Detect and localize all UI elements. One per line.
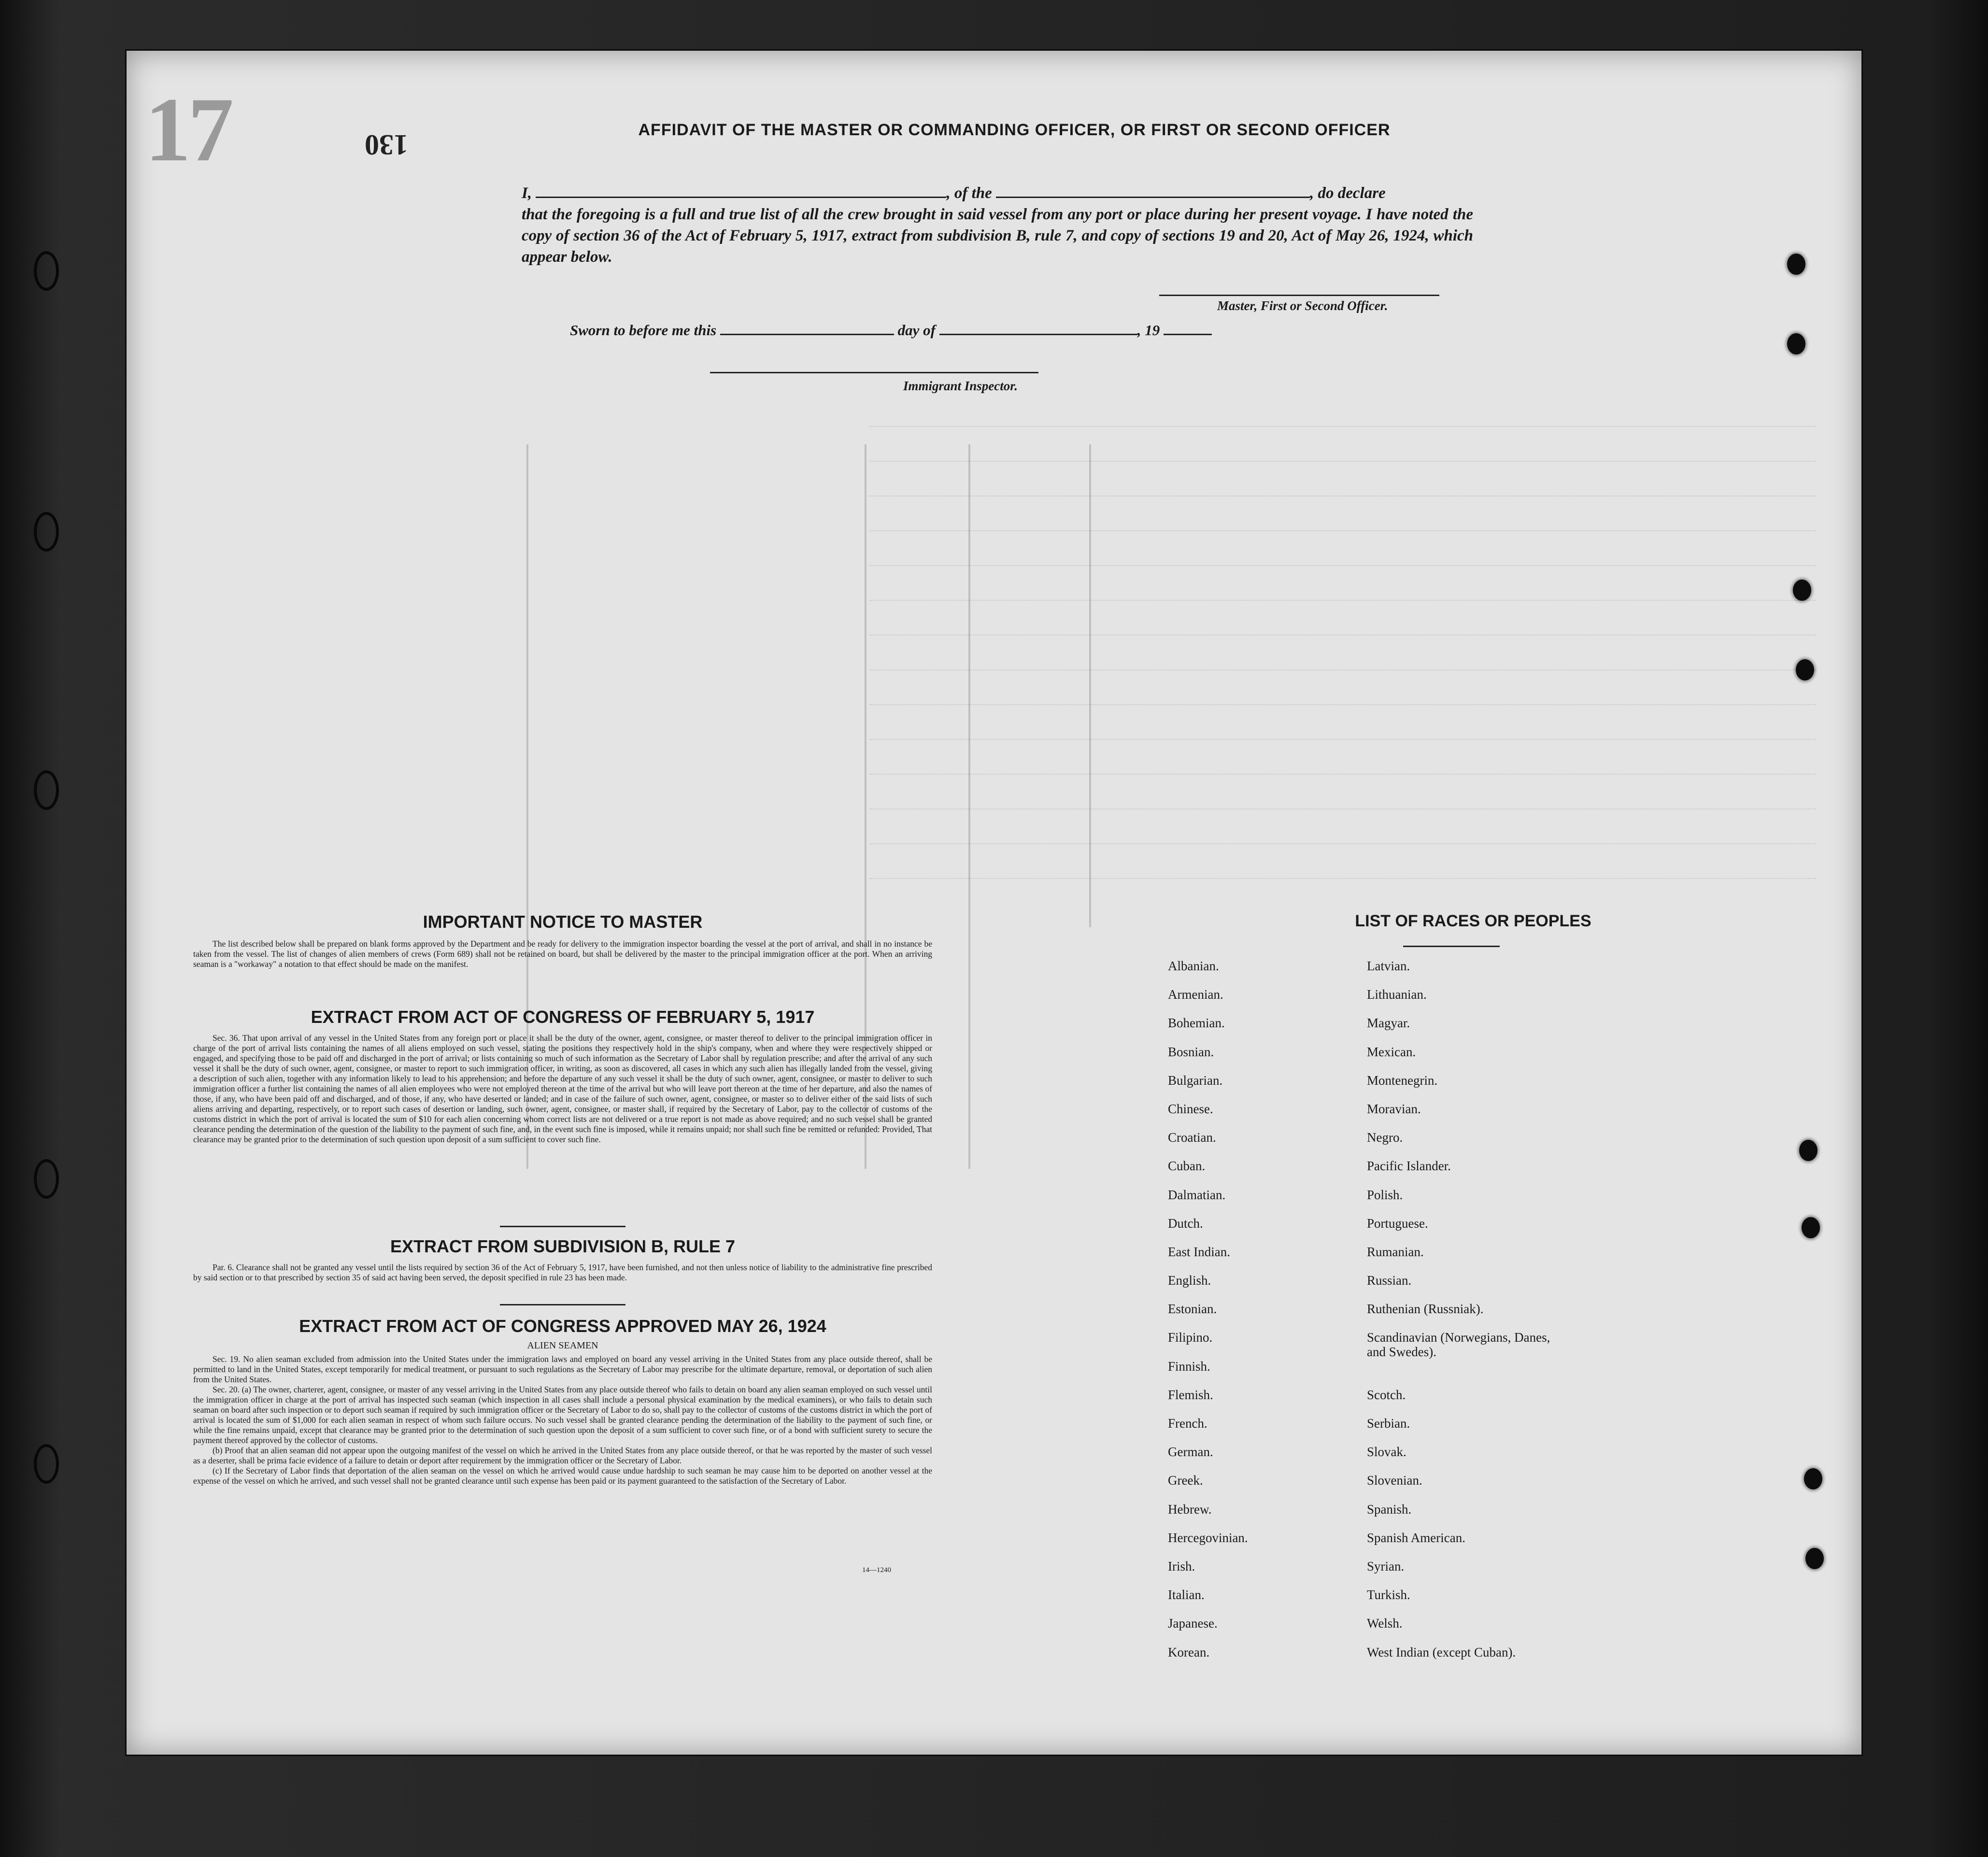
bleed-row — [869, 798, 1816, 809]
race-item: Japanese. — [1168, 1616, 1218, 1631]
race-item: Korean. — [1168, 1644, 1210, 1659]
bleed-row — [869, 589, 1816, 601]
bleed-row — [869, 833, 1816, 844]
race-item: Dalmatian. — [1168, 1187, 1226, 1202]
alien-seamen-subtitle: ALIEN SEAMEN — [527, 1340, 598, 1351]
punch-hole-icon — [1799, 1140, 1818, 1161]
binding-ring-icon — [34, 770, 59, 810]
extract-rule7-text: Par. 6. Clearance shall not be granted any vessel until the lists required by section 36 of the Act of February 5, 1917, have been furnished, and not then unless notice of liability to the administrative fine prescribed by said section or to that prescribed by section 35 of said act having been served, the deposit specified in rule 23 has been made. — [193, 1262, 932, 1282]
race-item: West Indian (except Cuban). — [1367, 1644, 1516, 1659]
extract-1917-title: EXTRACT FROM ACT OF CONGRESS OF FEBRUARY 5, 1917 — [311, 1007, 815, 1027]
binding-ring-icon — [34, 1444, 59, 1484]
race-item: Chinese. — [1168, 1101, 1213, 1116]
sworn-label: Sworn to before me this — [570, 322, 717, 339]
inspector-signature-label: Immigrant Inspector. — [903, 379, 1018, 393]
sec19-text: Sec. 19. No alien seaman excluded from admission into the United States under the immigration laws and employed on board any vessel arriving in the United States from any place outside thereof, shall be permitted to land in the United States, except temporarily for medical treatment, or pursuant to such regulations as the Secretary of Labor may prescribe for the ultimate departure, removal, or deportation of such alien from the United States. — [193, 1354, 932, 1384]
punch-hole-icon — [1804, 1468, 1822, 1489]
year-label: , 19 — [1137, 322, 1160, 339]
race-item: Moravian. — [1367, 1101, 1421, 1116]
declaration-line — [522, 183, 1473, 204]
race-item: Bulgarian. — [1168, 1073, 1223, 1088]
bleed-row — [869, 415, 1816, 427]
bleed-row — [869, 450, 1816, 462]
race-item: Slovak. — [1367, 1445, 1406, 1460]
race-item: Cuban. — [1168, 1159, 1206, 1174]
race-item: Dutch. — [1168, 1216, 1203, 1231]
sworn-month-blank[interactable] — [939, 321, 1137, 335]
bleed-row — [869, 624, 1816, 636]
extract-1924-section — [193, 1316, 932, 1486]
extract-1924-title: EXTRACT FROM ACT OF CONGRESS APPROVED MAY 26, 1924 — [299, 1316, 826, 1336]
race-item: Scotch. — [1367, 1387, 1406, 1402]
sec20c-text: (c) If the Secretary of Labor finds that deportation of the alien seaman on the vessel on which he arrived would cause undue hardship to such seaman he may cause him to be deported on another vessel at the expense of the vessel on which he arrived, and such vessel shall not be granted clearance until such expense has been paid or its payment guaranteed to the satisfaction of the Secretary of Labor. — [193, 1466, 932, 1486]
i-label: I, — [522, 184, 532, 202]
bleed-row — [869, 485, 1816, 496]
race-item: Scandinavian (Norwegians, Danes, and Swedes). — [1367, 1330, 1550, 1360]
race-item: Armenian. — [1168, 987, 1223, 1002]
race-item: Mexican. — [1367, 1044, 1416, 1059]
race-item: Magyar. — [1367, 1016, 1410, 1031]
sec20b-text: (b) Proof that an alien seaman did not appear upon the outgoing manifest of the vessel on which he arrived in the United States from any place outside thereof, or that he was reported by the master of such vessel as a deserter, shall be prima facie evidence of a failure to detain or deport after requirement by the immigration officer or the Secretary of Labor. — [193, 1446, 932, 1465]
extract-rule7-title: EXTRACT FROM SUBDIVISION B, RULE 7 — [390, 1236, 736, 1256]
sworn-day-blank[interactable] — [720, 321, 894, 335]
races-title: LIST OF RACES OR PEOPLES — [1355, 912, 1591, 930]
master-signature-line[interactable] — [1159, 295, 1439, 296]
race-item: Rumanian. — [1367, 1244, 1424, 1259]
race-item: Portuguese. — [1367, 1216, 1428, 1231]
race-item: Italian. — [1168, 1588, 1205, 1602]
race-item: German. — [1168, 1445, 1213, 1460]
affidavit-body — [522, 183, 1473, 268]
bleed-row — [869, 694, 1816, 705]
race-item: French. — [1168, 1416, 1207, 1431]
race-item: Bohemian. — [1168, 1016, 1225, 1031]
race-item: Russian. — [1367, 1273, 1412, 1288]
affidavit-title: AFFIDAVIT OF THE MASTER OR COMMANDING OFFICER, OR FIRST OR SECOND OFFICER — [638, 121, 1391, 139]
sworn-year-blank[interactable] — [1164, 321, 1212, 335]
race-item: Slovenian. — [1367, 1473, 1422, 1488]
extract-1917-section — [193, 1007, 932, 1145]
bleed-row — [869, 728, 1816, 740]
race-item: East Indian. — [1168, 1244, 1230, 1259]
races-right-column — [1367, 959, 1570, 1673]
race-item: Turkish. — [1367, 1588, 1410, 1602]
form-code: 14—1240 — [862, 1566, 891, 1574]
binding-ring-icon — [34, 251, 59, 291]
race-item: Polish. — [1367, 1187, 1403, 1202]
extract-rule7-section — [193, 1236, 932, 1283]
declaration-text: that the foregoing is a full and true list of all the crew brought in said vessel from any port or place during her present voyage. I have noted the copy of section 36 of the Act of February 5, 1917, extract from subdivision B, rule 7, and copy of sections 19 and 20, Act of May 26, 1924, which appear below. — [522, 206, 1473, 266]
race-item: Pacific Islander. — [1367, 1159, 1451, 1174]
race-item: Ruthenian (Russniak). — [1367, 1302, 1484, 1317]
race-item: Montenegrin. — [1367, 1073, 1438, 1088]
race-item: Latvian. — [1367, 959, 1410, 973]
races-left-column — [1168, 959, 1371, 1673]
punch-hole-icon — [1796, 659, 1814, 680]
notice-section — [193, 912, 932, 969]
sheet-number-ghost: 17 — [145, 79, 231, 181]
race-item: Spanish. — [1367, 1502, 1412, 1517]
race-item: Syrian. — [1367, 1559, 1405, 1573]
bleed-row — [869, 554, 1816, 566]
bleed-row — [869, 520, 1816, 531]
punch-hole-icon — [1787, 333, 1805, 354]
extract-1917-text: Sec. 36. That upon arrival of any vessel in the United States from any foreign port or place it shall be the duty of the owner, agent, consignee, or master thereof to deliver to the principal immigration officer in charge of the port of arrival lists containing the names of all aliens employed on such vessel, stating the positions they respectively hold in the ship's company, when and where they were respectively shipped or engaged, and specifying those to be paid off and discharged in the port of arrival; or lists containing so much of such information as the Secretary of Labor shall by regulation prescribe; and after the arrival of any such vessel it shall be the duty of such owner, agent, consignee, or master to report to such immigration officer, in writing, as soon as discovered, all cases in which any such alien has illegally landed from the vessel, giving a description of such alien, together with any information likely to lead to his apprehension; and before the departure of any such vessel it shall be the duty of such owner, agent, consignee, or master to deliver to such immigration officer a further list containing the names of all alien employees who were not employed thereon at the time of the arrival but who will leave port thereon at the time of her departure, and also the names of those, if any, who have been paid off and discharged, and of those, if any, who have deserted or landed; and in case of the failure of such owner, agent, consignee, or master so to deliver either of the said lists of such aliens arriving and departing, respectively, or to report such cases of desertion or landing, such owner, agent, consignee, or master shall, if required by the Secretary of Labor, pay to the collector of customs of the customs district in which the port of arrival is located the sum of $10 for each alien concerning whom correct lists are not delivered or a true report is not made as above required; and no such vessel shall be granted clearance pending the determination of the question of the liability to the payment of such fine, and, in the event such fine is imposed, while it remains unpaid; nor shall such fine be remitted or refunded: Provided, That clearance may be granted prior to the determination of such question upon deposit of a sum sufficient to cover such fine. — [193, 1033, 932, 1144]
race-item: Spanish American. — [1367, 1530, 1465, 1545]
binding-ring-icon — [34, 1159, 59, 1199]
bleed-row — [869, 867, 1816, 879]
section-divider — [500, 1226, 625, 1227]
punch-hole-icon — [1787, 254, 1805, 275]
document-page — [127, 51, 1861, 1755]
master-signature-label: Master, First or Second Officer. — [1217, 298, 1388, 313]
notice-text: The list described below shall be prepared on blank forms approved by the Department and be ready for delivery to the immigration inspector boarding the vessel at the port of arrival, and shall in no instance be taken from the vessel. The list of changes of alien members of crews (Form 689) shall not be retained on board, but shall be delivered by the master to the principal immigration officer at the port. When an arriving seaman is a "workaway" a notation to that effect should be made on the manifest. — [193, 939, 932, 969]
race-item: Croatian. — [1168, 1130, 1216, 1145]
sec20a-text: Sec. 20. (a) The owner, charterer, agent, consignee, or master of any vessel arriving in the United States from any place outside thereof who fails to detain on board any alien seaman employed on such vessel until the immigration officer in charge at the port of arrival has inspected such seaman (which inspection in all cases shall include a personal physical examination by the medical examiners), or who fails to detain such seaman on board after such inspection or to deport such seaman if required by such immigration officer or the Secretary of Labor to do so, shall pay to the collector of customs of the customs district in which the port of arrival is located the sum of $1,000 for each alien seaman in respect of whom such failure occurs. No such vessel shall be granted clearance pending the determination of the liability to the payment of such fine, or while the fine remains unpaid, except that clearance may be granted prior to the determination of such question upon the deposit of a sum sufficient to cover such fine, or of a bond with sufficient surety to secure the payment thereof approved by the collector of customs. — [193, 1385, 932, 1445]
binding-ring-icon — [34, 512, 59, 552]
race-item: Filipino. — [1168, 1330, 1213, 1345]
race-item: Estonian. — [1168, 1302, 1217, 1317]
race-item: Hebrew. — [1168, 1502, 1212, 1517]
sworn-line — [570, 321, 1212, 339]
race-item: Flemish. — [1168, 1387, 1213, 1402]
punch-hole-icon — [1802, 1217, 1820, 1238]
punch-hole-icon — [1793, 580, 1811, 601]
race-item: English. — [1168, 1273, 1211, 1288]
punch-hole-icon — [1805, 1548, 1824, 1569]
of-the-label: , of the — [946, 184, 992, 202]
bleed-row — [869, 763, 1816, 775]
race-item: Finnish. — [1168, 1359, 1210, 1374]
race-item: Negro. — [1367, 1130, 1403, 1145]
vessel-name-blank[interactable] — [996, 184, 1310, 198]
inspector-signature-line[interactable] — [710, 372, 1038, 373]
section-divider — [500, 1304, 625, 1305]
race-item: Serbian. — [1367, 1416, 1410, 1431]
race-item: Albanian. — [1168, 959, 1219, 973]
race-item: Greek. — [1168, 1473, 1203, 1488]
page-stamp-number: 130 — [365, 129, 408, 161]
do-declare-label: , do declare — [1310, 184, 1386, 202]
races-divider — [1403, 946, 1500, 947]
race-item: Lithuanian. — [1367, 987, 1427, 1002]
race-item: Hercegovinian. — [1168, 1530, 1248, 1545]
day-of-label: day of — [897, 322, 936, 339]
race-item: Welsh. — [1367, 1616, 1403, 1631]
race-item: Bosnian. — [1168, 1044, 1214, 1059]
officer-name-blank[interactable] — [536, 184, 946, 198]
race-item: Irish. — [1168, 1559, 1195, 1573]
bleed-row — [869, 659, 1816, 670]
notice-title: IMPORTANT NOTICE TO MASTER — [423, 912, 703, 932]
